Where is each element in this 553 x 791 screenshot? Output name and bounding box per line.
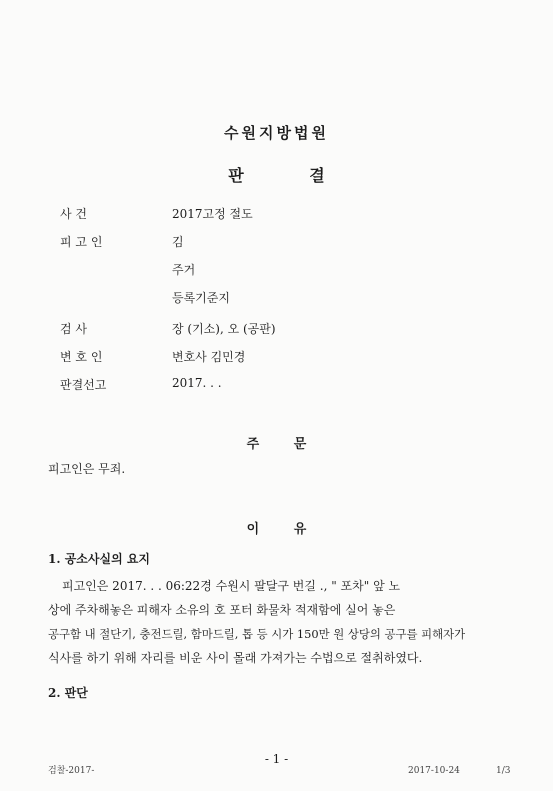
- attorney-label: 변 호 인: [60, 350, 103, 364]
- facts-line: 공구함 내 절단기, 충전드릴, 함마드릴, 톱 등 시가 150만 원 상당의 공구를 피해자가: [48, 627, 466, 641]
- case-value: 2017고정 절도: [172, 207, 253, 221]
- footer-left: 검찰-2017-: [48, 766, 95, 776]
- sentencing-date-label: 판결선고: [60, 378, 107, 392]
- case-label: 사 건: [60, 207, 87, 221]
- page-number: - 1 -: [264, 752, 289, 766]
- sentencing-date-value: 2017. . .: [172, 376, 222, 390]
- court-name: 수원지방법원: [224, 124, 329, 142]
- facts-line: 피고인은 2017. . . 06:22경 수원시 팔달구 번길 ., " 포차" 앞 노: [62, 579, 401, 593]
- facts-line: 상에 주차해놓은 피해자 소유의 호 포터 화물차 적재함에 실어 놓은: [48, 603, 396, 617]
- section2-title: 2. 판단: [48, 686, 88, 700]
- prosecutor-label: 검 사: [60, 322, 87, 336]
- facts-line: 식사를 하기 위해 자리를 비운 사이 몰래 가져가는 수법으로 절취하였다.: [48, 651, 423, 665]
- footer-date: 2017-10-24: [408, 766, 460, 776]
- attorney-value: 변호사 김민경: [172, 350, 246, 364]
- document-title: 판 결: [228, 166, 325, 185]
- registration-value: 등록기준지: [172, 291, 230, 305]
- defendant-label: 피 고 인: [60, 235, 103, 249]
- order-text: 피고인은 무죄.: [48, 462, 126, 476]
- footer-page-count: 1/3: [496, 766, 511, 776]
- order-heading: 주 문: [246, 437, 307, 452]
- defendant-value: 김: [172, 235, 184, 249]
- prosecutor-value: 장 (기소), 오 (공판): [172, 322, 276, 336]
- section1-title: 1. 공소사실의 요지: [48, 552, 151, 566]
- residence-value: 주거: [172, 263, 196, 277]
- reasons-heading: 이 유: [246, 522, 307, 537]
